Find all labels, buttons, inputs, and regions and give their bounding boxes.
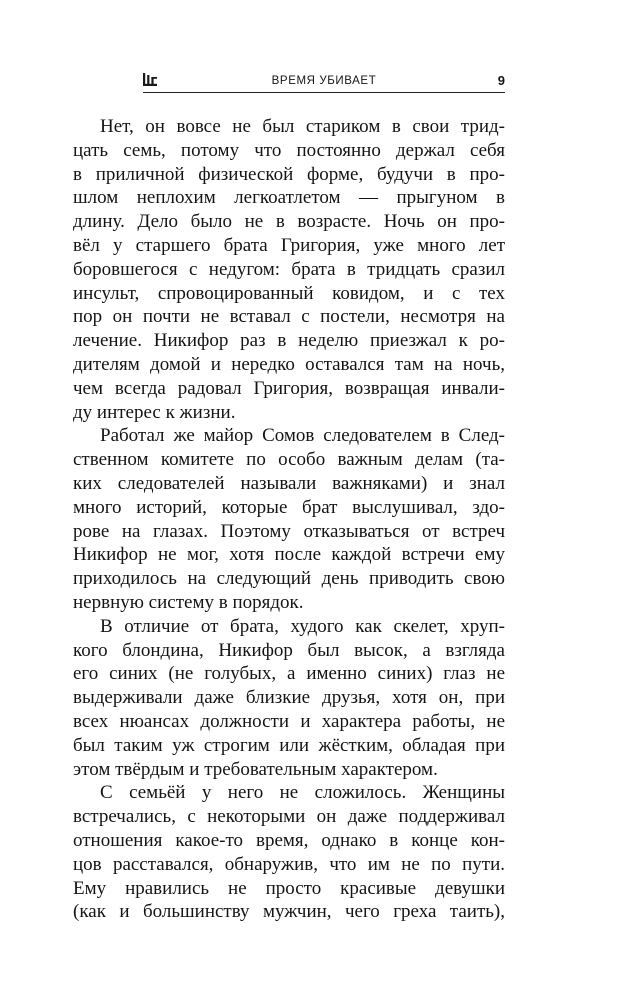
text-line: выдерживали даже близкие друзья, хотя он, при <box>73 687 505 709</box>
paragraph <box>73 781 505 924</box>
text-line: этом твёрдым и требовательным характером. <box>73 758 438 780</box>
text-line: отношения какое-то время, однако в конце кон- <box>73 829 505 851</box>
text-line: ственном комитете по особо важным делам (та- <box>73 449 505 471</box>
text-line: Ему нравились не просто красивые девушки <box>73 877 505 899</box>
text-line: чем всегда радовал Григория, возвращая инвали- <box>73 377 505 399</box>
text-line: нервную систему в порядок. <box>73 591 304 613</box>
text-line: В отличие от брата, худого как скелет, хруп- <box>100 615 505 637</box>
text-line: пор он почти не вставал с постели, несмотря на <box>73 306 505 328</box>
text-line: много историй, которые брат выслушивал, здо- <box>73 496 505 518</box>
text-line: вёл у старшего брата Григория, уже много лет <box>73 234 505 256</box>
paragraph <box>73 615 505 782</box>
text-line: боровшегося с недугом: брата в тридцать сразил <box>73 258 505 280</box>
text-line: приходилось на следующий день приводить свою <box>73 568 505 590</box>
text-line: цать семь, потому что постоянно держал себя <box>73 139 505 161</box>
paragraph <box>73 115 505 424</box>
text-line: ких следователей называли важняками) и знал <box>73 472 505 494</box>
text-line: С семьёй у него не сложилось. Женщины <box>100 782 505 804</box>
text-line: шлом неплохим легкоатлетом — прыгуном в <box>73 187 505 209</box>
text-line: рове на глазах. Поэтому отказываться от встреч <box>73 520 505 542</box>
text-line: его синих (не голубых, а именно синих) глаз не <box>73 663 505 685</box>
text-line: (как и большинству мужчин, чего греха таить), <box>73 901 505 923</box>
text-line: Никифор не мог, хотя после каждой встречи ему <box>73 544 505 566</box>
text-line: дителям домой и нередко оставался там на ночь, <box>73 353 505 375</box>
text-line: лечение. Никифор раз в неделю приезжал к ро- <box>73 330 505 352</box>
text-line: инсульт, спровоцированный ковидом, и с тех <box>73 282 505 304</box>
running-title: ВРЕМЯ УБИВАЕТ <box>271 75 377 87</box>
text-line: Работал же майор Сомов следователем в След- <box>100 425 505 447</box>
text-line: всех нюансах должности и характера работы, не <box>73 710 505 732</box>
text-line: в приличной физической форме, будучи в про- <box>73 163 505 185</box>
text-line: длину. Дело было не в возрасте. Ночь он про- <box>73 211 505 233</box>
page-number: 9 <box>497 73 505 88</box>
text-line: Нет, он вовсе не был стариком в свои трид- <box>100 116 505 137</box>
text-line: был таким уж строгим или жёстким, обладая при <box>73 734 505 756</box>
body-text <box>73 115 505 924</box>
text-line: кого блондина, Никифор был высок, а взгляда <box>73 639 505 661</box>
text-line: цов расставался, обнаружив, что им не по пути. <box>73 853 505 875</box>
text-line: встречались, с некоторыми он даже поддерживал <box>73 806 505 828</box>
text-line: ду интерес к жизни. <box>73 401 236 423</box>
running-header <box>143 70 505 93</box>
paragraph <box>73 424 505 614</box>
